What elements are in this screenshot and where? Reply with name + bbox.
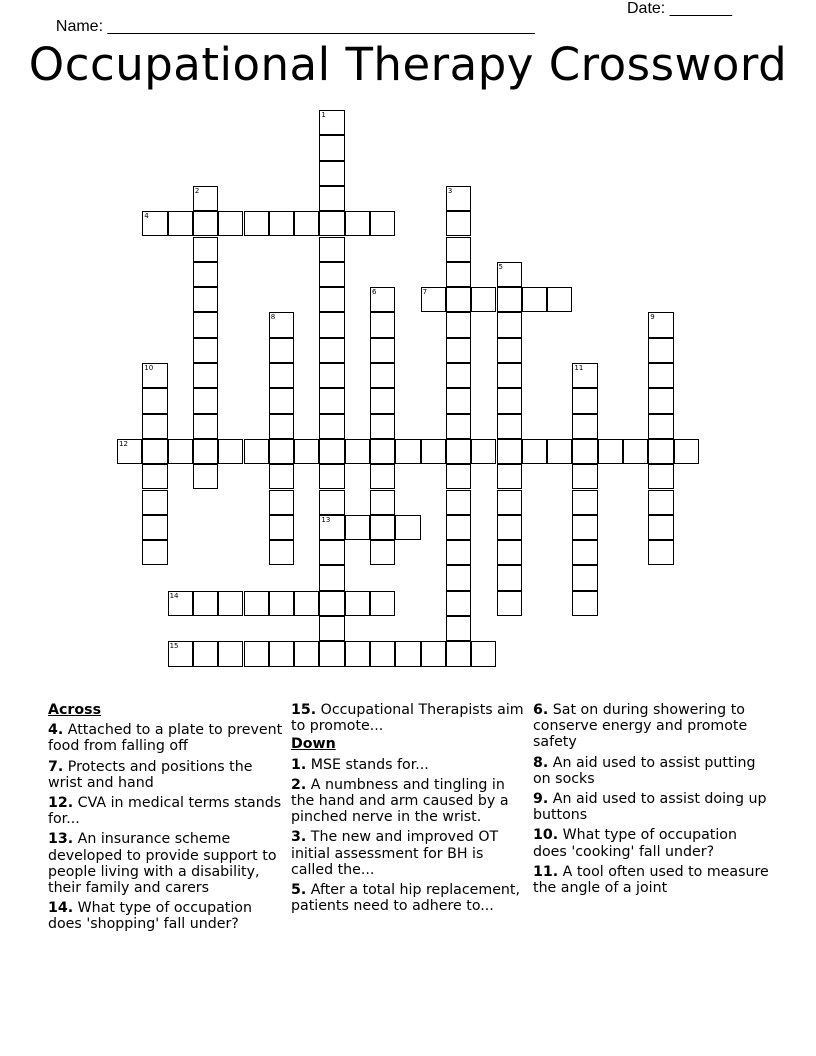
grid-cell[interactable] bbox=[572, 363, 597, 388]
grid-cell[interactable] bbox=[446, 641, 471, 666]
grid-cell[interactable] bbox=[269, 312, 294, 337]
clue-number: 11 bbox=[574, 364, 584, 372]
grid-cell[interactable] bbox=[497, 565, 522, 590]
grid-cell[interactable] bbox=[142, 414, 167, 439]
grid-cell[interactable] bbox=[269, 439, 294, 464]
across-heading: Across bbox=[48, 702, 102, 718]
clue-across-12: 12. CVA in medical terms stands for... bbox=[48, 795, 282, 828]
grid-cell[interactable] bbox=[319, 388, 344, 413]
grid-cell[interactable] bbox=[446, 439, 471, 464]
clue-number: 8 bbox=[270, 313, 276, 322]
grid-cell[interactable] bbox=[446, 388, 471, 413]
grid-cell[interactable] bbox=[319, 338, 344, 363]
grid-cell[interactable] bbox=[623, 439, 648, 464]
grid-cell[interactable] bbox=[648, 312, 673, 337]
grid-cell[interactable] bbox=[572, 515, 597, 540]
grid-cell[interactable] bbox=[269, 591, 294, 616]
grid-cell[interactable] bbox=[421, 439, 446, 464]
grid-cell[interactable] bbox=[370, 490, 395, 515]
grid-cell[interactable] bbox=[142, 388, 167, 413]
grid-cell[interactable] bbox=[572, 490, 597, 515]
clue-number: 9 bbox=[650, 313, 655, 322]
grid-cell[interactable] bbox=[294, 211, 319, 236]
grid-cell[interactable] bbox=[446, 414, 471, 439]
grid-cell[interactable] bbox=[168, 641, 193, 666]
grid-cell[interactable] bbox=[142, 211, 167, 236]
grid-cell[interactable] bbox=[319, 287, 344, 312]
date-field[interactable]: Date: _______ bbox=[627, 0, 732, 17]
grid-cell[interactable] bbox=[497, 262, 522, 287]
grid-cell[interactable] bbox=[269, 338, 294, 363]
grid-cell[interactable] bbox=[193, 338, 218, 363]
grid-cell[interactable] bbox=[193, 186, 218, 211]
grid-cell[interactable] bbox=[345, 515, 370, 540]
grid-cell[interactable] bbox=[497, 414, 522, 439]
down-heading: Down bbox=[291, 736, 336, 753]
grid-cell[interactable] bbox=[674, 439, 699, 464]
grid-cell[interactable] bbox=[193, 414, 218, 439]
grid-cell[interactable] bbox=[497, 464, 522, 489]
grid-cell[interactable] bbox=[572, 388, 597, 413]
grid-cell[interactable] bbox=[446, 515, 471, 540]
grid-cell[interactable] bbox=[218, 641, 243, 666]
clue-down-9: 9. An aid used to assist doing up buttons bbox=[533, 791, 767, 824]
grid-cell[interactable] bbox=[193, 363, 218, 388]
grid-cell[interactable] bbox=[446, 490, 471, 515]
grid-cell[interactable] bbox=[345, 591, 370, 616]
grid-cell[interactable] bbox=[218, 211, 243, 236]
clue-number: 1 bbox=[321, 111, 326, 119]
grid-cell[interactable] bbox=[319, 110, 344, 135]
grid-cell[interactable] bbox=[648, 414, 673, 439]
grid-cell[interactable] bbox=[497, 540, 522, 565]
grid-cell[interactable] bbox=[269, 363, 294, 388]
grid-cell[interactable] bbox=[648, 464, 673, 489]
grid-cell[interactable] bbox=[648, 439, 673, 464]
grid-cell[interactable] bbox=[294, 591, 319, 616]
clue-number: 12 bbox=[119, 439, 128, 448]
grid-cell[interactable] bbox=[370, 287, 395, 312]
clue-across-14: 14. What type of occupation does 'shopping' fall under? bbox=[48, 900, 252, 933]
grid-cell[interactable] bbox=[269, 641, 294, 666]
grid-cell[interactable] bbox=[572, 414, 597, 439]
grid-cell[interactable] bbox=[547, 439, 572, 464]
grid-cell[interactable] bbox=[395, 439, 420, 464]
grid-cell[interactable] bbox=[269, 388, 294, 413]
grid-cell[interactable] bbox=[497, 312, 522, 337]
grid-cell[interactable] bbox=[446, 186, 471, 211]
grid-cell[interactable] bbox=[648, 490, 673, 515]
grid-cell[interactable] bbox=[370, 211, 395, 236]
clue-number: 14 bbox=[169, 591, 179, 600]
clue-number: 2 bbox=[194, 186, 200, 195]
grid-cell[interactable] bbox=[193, 312, 218, 337]
grid-cell[interactable] bbox=[193, 641, 218, 666]
grid-cell[interactable] bbox=[218, 439, 243, 464]
grid-cell[interactable] bbox=[446, 237, 471, 262]
clue-across-7: 7. Protects and positions the wrist and hand bbox=[48, 758, 253, 791]
grid-cell[interactable] bbox=[395, 515, 420, 540]
grid-cell[interactable] bbox=[269, 540, 294, 565]
clue-number: 5 bbox=[498, 262, 503, 271]
grid-cell[interactable] bbox=[572, 565, 597, 590]
grid-cell[interactable] bbox=[446, 338, 471, 363]
grid-cell[interactable] bbox=[446, 565, 471, 590]
grid-cell[interactable] bbox=[370, 388, 395, 413]
clue-column-3 bbox=[533, 702, 769, 900]
grid-cell[interactable] bbox=[193, 464, 218, 489]
grid-cell[interactable] bbox=[547, 287, 572, 312]
grid-cell[interactable] bbox=[572, 464, 597, 489]
grid-cell[interactable] bbox=[370, 515, 395, 540]
grid-cell[interactable] bbox=[421, 287, 446, 312]
grid-cell[interactable] bbox=[497, 591, 522, 616]
grid-cell[interactable] bbox=[497, 363, 522, 388]
grid-cell[interactable] bbox=[269, 211, 294, 236]
grid-cell[interactable] bbox=[142, 515, 167, 540]
grid-cell[interactable] bbox=[142, 490, 167, 515]
grid-cell[interactable] bbox=[319, 237, 344, 262]
grid-cell[interactable] bbox=[497, 287, 522, 312]
grid-cell[interactable] bbox=[648, 388, 673, 413]
grid-cell[interactable] bbox=[370, 591, 395, 616]
grid-cell[interactable] bbox=[370, 641, 395, 666]
grid-cell[interactable] bbox=[572, 540, 597, 565]
grid-cell[interactable] bbox=[117, 439, 142, 464]
grid-cell[interactable] bbox=[319, 540, 344, 565]
across-clues-a bbox=[48, 722, 284, 932]
clue-number: 4 bbox=[144, 212, 149, 221]
grid-cell[interactable] bbox=[370, 338, 395, 363]
grid-cell[interactable] bbox=[294, 641, 319, 666]
grid-cell[interactable] bbox=[471, 641, 496, 666]
grid-cell[interactable] bbox=[244, 439, 269, 464]
grid-cell[interactable] bbox=[319, 262, 344, 287]
grid-cell[interactable] bbox=[319, 616, 344, 641]
grid-cell[interactable] bbox=[395, 641, 420, 666]
grid-cell[interactable] bbox=[421, 641, 446, 666]
grid-cell[interactable] bbox=[142, 439, 167, 464]
grid-cell[interactable] bbox=[193, 439, 218, 464]
page-title: Occupational Therapy Crossword bbox=[28, 38, 788, 91]
grid-cell[interactable] bbox=[193, 388, 218, 413]
clue-number: 3 bbox=[447, 186, 453, 195]
clue-across-4: 4. Attached to a plate to prevent food from falling off bbox=[48, 722, 283, 755]
grid-cell[interactable] bbox=[370, 540, 395, 565]
grid-cell[interactable] bbox=[648, 515, 673, 540]
grid-cell[interactable] bbox=[370, 312, 395, 337]
clue-down-10: 10. What type of occupation does 'cooking' fall under? bbox=[533, 827, 737, 860]
grid-cell[interactable] bbox=[370, 439, 395, 464]
grid-cell[interactable] bbox=[319, 186, 344, 211]
grid-cell[interactable] bbox=[446, 287, 471, 312]
grid-cell[interactable] bbox=[142, 540, 167, 565]
grid-cell[interactable] bbox=[193, 591, 218, 616]
grid-cell[interactable] bbox=[319, 312, 344, 337]
clue-number: 13 bbox=[321, 515, 331, 524]
grid-cell[interactable] bbox=[446, 262, 471, 287]
grid-cell[interactable] bbox=[497, 388, 522, 413]
grid-cell[interactable] bbox=[471, 439, 496, 464]
clue-number: 10 bbox=[144, 364, 154, 372]
grid-cell[interactable] bbox=[319, 439, 344, 464]
grid-cell[interactable] bbox=[446, 540, 471, 565]
clue-down-1: 1. MSE stands for... bbox=[291, 756, 429, 773]
grid-cell[interactable] bbox=[446, 464, 471, 489]
clue-column-1 bbox=[48, 702, 284, 937]
grid-cell[interactable] bbox=[446, 616, 471, 641]
grid-cell[interactable] bbox=[572, 591, 597, 616]
grid-cell[interactable] bbox=[244, 641, 269, 666]
grid-cell[interactable] bbox=[497, 515, 522, 540]
clue-down-11: 11. A tool often used to measure the angle of a joint bbox=[533, 863, 769, 897]
grid-cell[interactable] bbox=[471, 287, 496, 312]
grid-cell[interactable] bbox=[319, 363, 344, 388]
grid-cell[interactable] bbox=[319, 641, 344, 666]
grid-cell[interactable] bbox=[370, 363, 395, 388]
grid-cell[interactable] bbox=[193, 287, 218, 312]
grid-cell[interactable] bbox=[218, 591, 243, 616]
clue-down-6: 6. Sat on during showering to conserve energy and promote safety bbox=[533, 702, 748, 751]
grid-cell[interactable] bbox=[446, 312, 471, 337]
grid-cell[interactable] bbox=[319, 565, 344, 590]
grid-cell[interactable] bbox=[142, 363, 167, 388]
grid-cell[interactable] bbox=[522, 439, 547, 464]
grid-cell[interactable] bbox=[244, 211, 269, 236]
grid-cell[interactable] bbox=[598, 439, 623, 464]
grid-cell[interactable] bbox=[345, 211, 370, 236]
grid-cell[interactable] bbox=[497, 338, 522, 363]
grid-cell[interactable] bbox=[269, 414, 294, 439]
grid-cell[interactable] bbox=[319, 211, 344, 236]
clue-down-3: 3. The new and improved OT initial assessment for BH is called the... bbox=[291, 829, 499, 878]
grid-cell[interactable] bbox=[497, 439, 522, 464]
clue-across-15: 15. Occupational Therapists aim to promote... bbox=[291, 702, 524, 735]
grid-cell[interactable] bbox=[269, 515, 294, 540]
grid-cell[interactable] bbox=[142, 464, 167, 489]
clue-number: 15 bbox=[169, 642, 179, 651]
grid-cell[interactable] bbox=[319, 414, 344, 439]
grid-cell[interactable] bbox=[168, 211, 193, 236]
clue-down-8: 8. An aid used to assist putting on socks bbox=[533, 754, 756, 787]
grid-cell[interactable] bbox=[269, 464, 294, 489]
grid-cell[interactable] bbox=[345, 439, 370, 464]
grid-cell[interactable] bbox=[319, 490, 344, 515]
grid-cell[interactable] bbox=[193, 237, 218, 262]
grid-cell[interactable] bbox=[319, 591, 344, 616]
grid-cell[interactable] bbox=[370, 414, 395, 439]
grid-cell[interactable] bbox=[294, 439, 319, 464]
clue-across-13: 13. An insurance scheme developed to provide support to people living with a disability, their family and carers bbox=[48, 831, 277, 897]
grid-cell[interactable] bbox=[345, 641, 370, 666]
clue-column-2 bbox=[291, 702, 527, 918]
grid-cell[interactable] bbox=[244, 591, 269, 616]
clue-down-2: 2. A numbness and tingling in the hand and arm caused by a pinched nerve in the wrist. bbox=[291, 776, 509, 826]
clue-number: 7 bbox=[422, 288, 428, 297]
grid-cell[interactable] bbox=[168, 591, 193, 616]
grid-cell[interactable] bbox=[497, 490, 522, 515]
grid-cell[interactable] bbox=[319, 464, 344, 489]
grid-cell[interactable] bbox=[648, 338, 673, 363]
grid-cell[interactable] bbox=[446, 211, 471, 236]
grid-cell[interactable] bbox=[648, 363, 673, 388]
grid-cell[interactable] bbox=[193, 211, 218, 236]
grid-cell[interactable] bbox=[319, 135, 344, 160]
grid-cell[interactable] bbox=[319, 161, 344, 186]
grid-cell[interactable] bbox=[446, 363, 471, 388]
clue-number: 6 bbox=[372, 288, 377, 297]
grid-cell[interactable] bbox=[193, 262, 218, 287]
grid-cell[interactable] bbox=[648, 540, 673, 565]
grid-cell[interactable] bbox=[168, 439, 193, 464]
grid-cell[interactable] bbox=[269, 490, 294, 515]
grid-cell[interactable] bbox=[370, 464, 395, 489]
name-field[interactable]: Name: ________________________________________________ bbox=[55, 18, 535, 35]
grid-cell[interactable] bbox=[572, 439, 597, 464]
grid-cell[interactable] bbox=[319, 515, 344, 540]
grid-cell[interactable] bbox=[446, 591, 471, 616]
grid-cell[interactable] bbox=[522, 287, 547, 312]
clue-down-5: 5. After a total hip replacement, patients need to adhere to... bbox=[291, 882, 520, 915]
